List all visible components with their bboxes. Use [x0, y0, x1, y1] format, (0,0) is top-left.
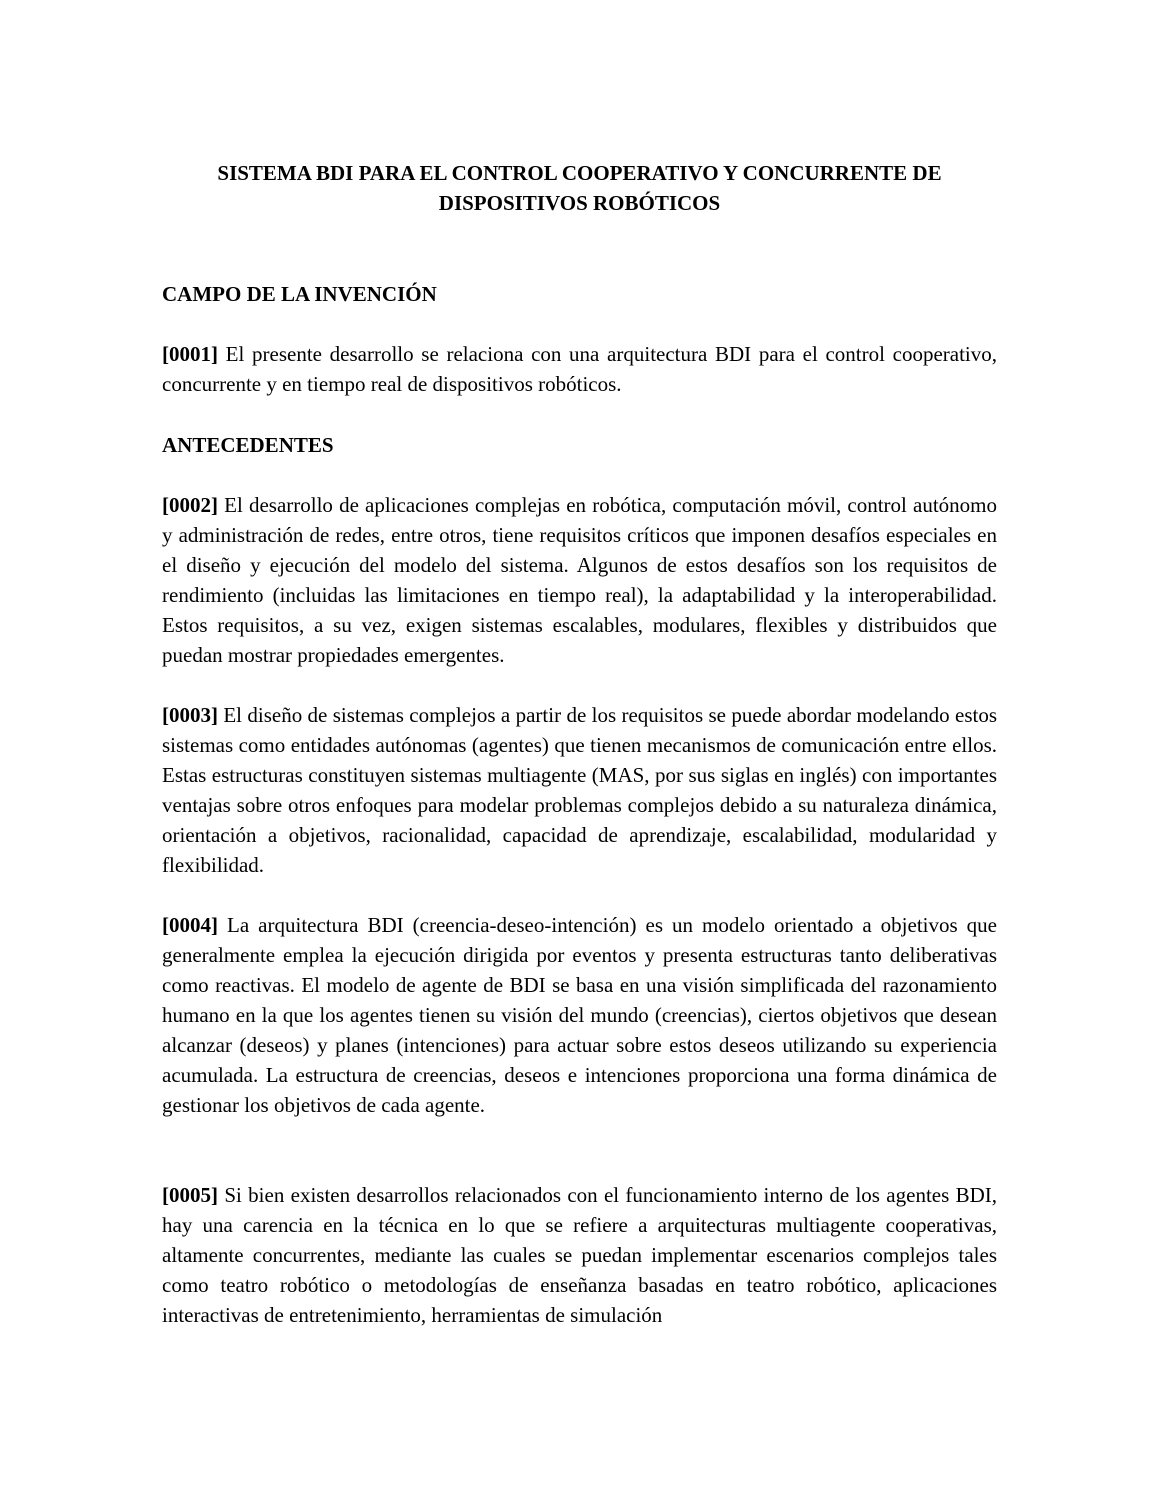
- paragraph-text: El diseño de sistemas complejos a partir de los requisitos se puede abordar modelando estos sistemas como entidades autónomas (agentes) que tienen mecanismos de comunicación entre ellos. Estas estructuras constituyen sistemas multiagente (MAS, por sus siglas en inglés) con importantes ventajas sobre otros enfoques para modelar problemas complejos debido a su naturaleza dinámica, orientación a objetivos, racionalidad, capacidad de aprendizaje, escalabilidad, modularidad y flexibilidad.: [162, 703, 997, 877]
- paragraph-number: [0005]: [162, 1183, 218, 1207]
- paragraph-number: [0002]: [162, 493, 218, 517]
- paragraph-text: El desarrollo de aplicaciones complejas en robótica, computación móvil, control autónomo y administración de redes, entre otros, tiene requisitos críticos que imponen desafíos especiales en el diseño y ejecución del modelo del sistema. Algunos de estos desafíos son los requisitos de rendimiento (incluidas las limitaciones en tiempo real), la adaptabilidad y la interoperabilidad. Estos requisitos, a su vez, exigen sistemas escalables, modulares, flexibles y distribuidos que puedan mostrar propiedades emergentes.: [162, 493, 998, 667]
- paragraph-number: [0001]: [162, 342, 218, 366]
- paragraph-0005: [162, 1180, 997, 1330]
- section-heading-background: ANTECEDENTES: [162, 433, 334, 457]
- paragraph-number: [0004]: [162, 913, 218, 937]
- paragraph-0001: [162, 339, 997, 399]
- paragraph-text: El presente desarrollo se relaciona con una arquitectura BDI para el control cooperativo, concurrente y en tiempo real de dispositivos robóticos.: [162, 342, 997, 396]
- paragraph-text: La arquitectura BDI (creencia-deseo-intención) es un modelo orientado a objetivos que generalmente emplea la ejecución dirigida por eventos y presenta estructuras tanto deliberativas como reactivas. El modelo de agente de BDI se basa en una visión simplificada del razonamiento humano en la que los agentes tienen su visión del mundo (creencias), ciertos objetivos que desean alcanzar (deseos) y planes (intenciones) para actuar sobre estos deseos utilizando su experiencia acumulada. La estructura de creencias, deseos e intenciones proporciona una forma dinámica de gestionar los objetivos de cada agente.: [162, 913, 998, 1117]
- title-line-1: SISTEMA BDI PARA EL CONTROL COOPERATIVO Y CONCURRENTE DE: [217, 161, 942, 185]
- paragraph-0003: [162, 700, 997, 880]
- paragraph-number: [0003]: [162, 703, 218, 727]
- section-heading-field: CAMPO DE LA INVENCIÓN: [162, 282, 437, 306]
- document-title: [162, 158, 997, 218]
- paragraph-0002: [162, 490, 997, 670]
- paragraph-0004: [162, 910, 997, 1120]
- title-line-2: DISPOSITIVOS ROBÓTICOS: [438, 191, 721, 215]
- paragraph-text: Si bien existen desarrollos relacionados con el funcionamiento interno de los agentes BDI, hay una carencia en la técnica en lo que se refiere a arquitecturas multiagente cooperativas, altamente concurrentes, mediante las cuales se puedan implementar escenarios complejos tales como teatro robótico o metodologías de enseñanza basadas en teatro robótico, aplicaciones interactivas de entretenimiento, herramientas de simulación: [162, 1183, 997, 1327]
